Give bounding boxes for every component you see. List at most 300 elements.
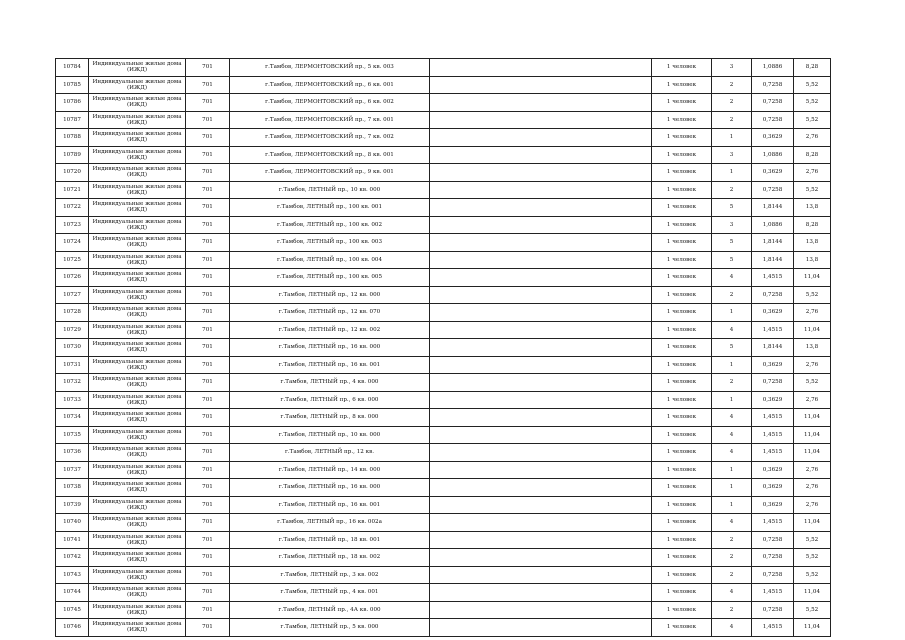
resident-count-cell: 2 [712,286,752,304]
row-number-cell: 10735 [56,426,89,444]
table-row [56,286,831,304]
unit-cell: 1 человек [652,479,712,497]
amount-cell: 5,52 [794,601,831,619]
norm-value-cell: 0,7258 [752,549,794,567]
code-cell: 701 [186,356,230,374]
resident-count-cell: 4 [712,269,752,287]
row-number-cell: 10731 [56,356,89,374]
housing-type-cell: Индивидуальные жилые дома (ИЖД) [89,374,186,392]
amount-cell: 2,76 [794,496,831,514]
unit-cell: 1 человек [652,531,712,549]
code-cell: 701 [186,584,230,602]
norm-value-cell: 0,3629 [752,479,794,497]
housing-type-cell: Индивидуальные жилые дома (ИЖД) [89,181,186,199]
amount-cell: 5,52 [794,286,831,304]
unit-cell: 1 человек [652,356,712,374]
unit-cell: 1 человек [652,304,712,322]
code-cell: 701 [186,111,230,129]
norm-value-cell: 1,4515 [752,409,794,427]
address-cell: г.Тамбов, ЛЕТНЫЙ пр., 6 кв. 000 [230,391,430,409]
norm-value-cell: 1,4515 [752,584,794,602]
row-number-cell: 10737 [56,461,89,479]
amount-cell: 13,8 [794,251,831,269]
unit-cell: 1 человек [652,146,712,164]
address-cell: г.Тамбов, ЛЕРМОНТОВСКИЙ пр., 9 кв. 001 [230,164,430,182]
resident-count-cell: 1 [712,129,752,147]
address-cell: г.Тамбов, ЛЕТНЫЙ пр., 16 кв. 000 [230,339,430,357]
norm-value-cell: 0,7258 [752,111,794,129]
row-number-cell: 10787 [56,111,89,129]
empty-cell [430,339,652,357]
housing-type-cell: Индивидуальные жилые дома (ИЖД) [89,286,186,304]
amount-cell: 13,8 [794,199,831,217]
norm-value-cell: 0,7258 [752,76,794,94]
empty-cell [430,426,652,444]
address-cell: г.Тамбов, ЛЕРМОНТОВСКИЙ пр., 6 кв. 001 [230,76,430,94]
address-cell: г.Тамбов, ЛЕТНЫЙ пр., 4 кв. 001 [230,584,430,602]
norm-value-cell: 1,8144 [752,251,794,269]
empty-cell [430,164,652,182]
code-cell: 701 [186,76,230,94]
address-cell: г.Тамбов, ЛЕТНЫЙ пр., 18 кв. 001 [230,531,430,549]
resident-count-cell: 1 [712,391,752,409]
row-number-cell: 10738 [56,479,89,497]
resident-count-cell: 1 [712,479,752,497]
norm-value-cell: 1,4515 [752,514,794,532]
norm-value-cell: 0,7258 [752,94,794,112]
amount-cell: 8,28 [794,216,831,234]
amount-cell: 11,04 [794,619,831,637]
empty-cell [430,566,652,584]
row-number-cell: 10721 [56,181,89,199]
empty-cell [430,479,652,497]
unit-cell: 1 человек [652,129,712,147]
empty-cell [430,321,652,339]
row-number-cell: 10720 [56,164,89,182]
table-row [56,216,831,234]
address-cell: г.Тамбов, ЛЕТНЫЙ пр., 100 кв. 003 [230,234,430,252]
table-row [56,94,831,112]
unit-cell: 1 человек [652,374,712,392]
resident-count-cell: 4 [712,409,752,427]
table-row [56,531,831,549]
housing-type-cell: Индивидуальные жилые дома (ИЖД) [89,269,186,287]
address-cell: г.Тамбов, ЛЕТНЫЙ пр., 3 кв. 002 [230,566,430,584]
code-cell: 701 [186,216,230,234]
empty-cell [430,251,652,269]
empty-cell [430,531,652,549]
code-cell: 701 [186,619,230,637]
amount-cell: 2,76 [794,164,831,182]
norm-value-cell: 1,8144 [752,339,794,357]
address-cell: г.Тамбов, ЛЕТНЫЙ пр., 5 кв. 000 [230,619,430,637]
address-cell: г.Тамбов, ЛЕТНЫЙ пр., 12 кв. 070 [230,304,430,322]
address-cell: г.Тамбов, ЛЕТНЫЙ пр., 16 кв. 001 [230,356,430,374]
table-row [56,181,831,199]
resident-count-cell: 5 [712,199,752,217]
table-row [56,59,831,77]
address-cell: г.Тамбов, ЛЕРМОНТОВСКИЙ пр., 7 кв. 002 [230,129,430,147]
amount-cell: 11,04 [794,409,831,427]
code-cell: 701 [186,94,230,112]
row-number-cell: 10733 [56,391,89,409]
norm-value-cell: 1,4515 [752,426,794,444]
code-cell: 701 [186,199,230,217]
amount-cell: 5,52 [794,111,831,129]
amount-cell: 2,76 [794,129,831,147]
table-row [56,164,831,182]
code-cell: 701 [186,129,230,147]
empty-cell [430,304,652,322]
code-cell: 701 [186,461,230,479]
housing-type-cell: Индивидуальные жилые дома (ИЖД) [89,601,186,619]
code-cell: 701 [186,146,230,164]
empty-cell [430,584,652,602]
resident-count-cell: 4 [712,619,752,637]
table-row [56,339,831,357]
table-row [56,356,831,374]
row-number-cell: 10786 [56,94,89,112]
table-row [56,269,831,287]
norm-value-cell: 0,3629 [752,304,794,322]
housing-type-cell: Индивидуальные жилые дома (ИЖД) [89,619,186,637]
table-row [56,374,831,392]
resident-count-cell: 4 [712,426,752,444]
resident-count-cell: 2 [712,374,752,392]
amount-cell: 11,04 [794,514,831,532]
empty-cell [430,461,652,479]
resident-count-cell: 2 [712,549,752,567]
table-row [56,146,831,164]
housing-type-cell: Индивидуальные жилые дома (ИЖД) [89,129,186,147]
amount-cell: 13,8 [794,339,831,357]
address-cell: г.Тамбов, ЛЕТНЫЙ пр., 18 кв. 002 [230,549,430,567]
housing-type-cell: Индивидуальные жилые дома (ИЖД) [89,531,186,549]
norm-value-cell: 1,4515 [752,269,794,287]
norm-value-cell: 1,0886 [752,146,794,164]
table-row [56,496,831,514]
amount-cell: 11,04 [794,321,831,339]
row-number-cell: 10722 [56,199,89,217]
table-row [56,391,831,409]
housing-type-cell: Индивидуальные жилые дома (ИЖД) [89,76,186,94]
unit-cell: 1 человек [652,181,712,199]
norm-value-cell: 0,3629 [752,356,794,374]
housing-type-cell: Индивидуальные жилые дома (ИЖД) [89,339,186,357]
table-row [56,321,831,339]
address-cell: г.Тамбов, ЛЕРМОНТОВСКИЙ пр., 5 кв. 003 [230,59,430,77]
address-cell: г.Тамбов, ЛЕТНЫЙ пр., 12 кв. 000 [230,286,430,304]
norm-value-cell: 0,7258 [752,566,794,584]
row-number-cell: 10788 [56,129,89,147]
resident-count-cell: 2 [712,111,752,129]
address-cell: г.Тамбов, ЛЕТНЫЙ пр., 16 кв. 000 [230,479,430,497]
empty-cell [430,374,652,392]
unit-cell: 1 человек [652,199,712,217]
unit-cell: 1 человек [652,339,712,357]
table-row [56,461,831,479]
row-number-cell: 10745 [56,601,89,619]
amount-cell: 2,76 [794,479,831,497]
address-cell: г.Тамбов, ЛЕТНЫЙ пр., 14 кв. 000 [230,461,430,479]
resident-count-cell: 1 [712,164,752,182]
resident-count-cell: 1 [712,496,752,514]
empty-cell [430,356,652,374]
code-cell: 701 [186,181,230,199]
housing-type-cell: Индивидуальные жилые дома (ИЖД) [89,549,186,567]
empty-cell [430,234,652,252]
code-cell: 701 [186,496,230,514]
amount-cell: 5,52 [794,94,831,112]
norm-value-cell: 0,3629 [752,129,794,147]
empty-cell [430,199,652,217]
unit-cell: 1 человек [652,164,712,182]
unit-cell: 1 человек [652,496,712,514]
unit-cell: 1 человек [652,409,712,427]
unit-cell: 1 человек [652,444,712,462]
housing-type-cell: Индивидуальные жилые дома (ИЖД) [89,566,186,584]
resident-count-cell: 2 [712,76,752,94]
row-number-cell: 10725 [56,251,89,269]
resident-count-cell: 2 [712,94,752,112]
address-cell: г.Тамбов, ЛЕТНЫЙ пр., 12 кв. [230,444,430,462]
norm-value-cell: 0,7258 [752,181,794,199]
resident-count-cell: 3 [712,216,752,234]
empty-cell [430,601,652,619]
resident-count-cell: 3 [712,59,752,77]
table-body [56,59,831,637]
housing-type-cell: Индивидуальные жилые дома (ИЖД) [89,304,186,322]
amount-cell: 5,52 [794,566,831,584]
address-cell: г.Тамбов, ЛЕТНЫЙ пр., 12 кв. 002 [230,321,430,339]
row-number-cell: 10789 [56,146,89,164]
empty-cell [430,94,652,112]
housing-type-cell: Индивидуальные жилые дома (ИЖД) [89,251,186,269]
resident-count-cell: 3 [712,146,752,164]
table-row [56,549,831,567]
norm-value-cell: 0,3629 [752,164,794,182]
table-row [56,304,831,322]
resident-count-cell: 2 [712,601,752,619]
empty-cell [430,269,652,287]
code-cell: 701 [186,339,230,357]
code-cell: 701 [186,269,230,287]
row-number-cell: 10741 [56,531,89,549]
table-row [56,584,831,602]
unit-cell: 1 человек [652,461,712,479]
row-number-cell: 10740 [56,514,89,532]
unit-cell: 1 человек [652,391,712,409]
housing-type-cell: Индивидуальные жилые дома (ИЖД) [89,426,186,444]
address-cell: г.Тамбов, ЛЕТНЫЙ пр., 4А кв. 000 [230,601,430,619]
norm-value-cell: 0,3629 [752,461,794,479]
code-cell: 701 [186,531,230,549]
housing-type-cell: Индивидуальные жилые дома (ИЖД) [89,59,186,77]
empty-cell [430,409,652,427]
empty-cell [430,619,652,637]
empty-cell [430,76,652,94]
table-row [56,444,831,462]
unit-cell: 1 человек [652,269,712,287]
code-cell: 701 [186,566,230,584]
norm-value-cell: 0,7258 [752,531,794,549]
address-cell: г.Тамбов, ЛЕТНЫЙ пр., 4 кв. 000 [230,374,430,392]
code-cell: 701 [186,514,230,532]
code-cell: 701 [186,479,230,497]
amount-cell: 11,04 [794,269,831,287]
table-row [56,234,831,252]
row-number-cell: 10727 [56,286,89,304]
norm-value-cell: 1,0886 [752,216,794,234]
code-cell: 701 [186,304,230,322]
address-cell: г.Тамбов, ЛЕТНЫЙ пр., 8 кв. 000 [230,409,430,427]
housing-type-cell: Индивидуальные жилые дома (ИЖД) [89,111,186,129]
amount-cell: 8,28 [794,59,831,77]
housing-type-cell: Индивидуальные жилые дома (ИЖД) [89,234,186,252]
unit-cell: 1 человек [652,321,712,339]
unit-cell: 1 человек [652,549,712,567]
resident-count-cell: 4 [712,444,752,462]
row-number-cell: 10724 [56,234,89,252]
table-row [56,409,831,427]
resident-count-cell: 1 [712,461,752,479]
amount-cell: 2,76 [794,304,831,322]
row-number-cell: 10743 [56,566,89,584]
address-cell: г.Тамбов, ЛЕРМОНТОВСКИЙ пр., 8 кв. 001 [230,146,430,164]
address-cell: г.Тамбов, ЛЕТНЫЙ пр., 100 кв. 001 [230,199,430,217]
code-cell: 701 [186,59,230,77]
row-number-cell: 10728 [56,304,89,322]
resident-count-cell: 4 [712,321,752,339]
address-cell: г.Тамбов, ЛЕТНЫЙ пр., 100 кв. 004 [230,251,430,269]
code-cell: 701 [186,426,230,444]
unit-cell: 1 человек [652,566,712,584]
housing-type-cell: Индивидуальные жилые дома (ИЖД) [89,461,186,479]
empty-cell [430,111,652,129]
amount-cell: 2,76 [794,461,831,479]
table-row [56,566,831,584]
housing-type-cell: Индивидуальные жилые дома (ИЖД) [89,444,186,462]
row-number-cell: 10730 [56,339,89,357]
housing-type-cell: Индивидуальные жилые дома (ИЖД) [89,94,186,112]
norm-value-cell: 1,4515 [752,321,794,339]
empty-cell [430,496,652,514]
housing-type-cell: Индивидуальные жилые дома (ИЖД) [89,391,186,409]
table-row [56,479,831,497]
unit-cell: 1 человек [652,94,712,112]
address-cell: г.Тамбов, ЛЕТНЫЙ пр., 10 кв. 000 [230,181,430,199]
empty-cell [430,514,652,532]
unit-cell: 1 человек [652,584,712,602]
code-cell: 701 [186,444,230,462]
unit-cell: 1 человек [652,111,712,129]
housing-type-cell: Индивидуальные жилые дома (ИЖД) [89,514,186,532]
housing-type-cell: Индивидуальные жилые дома (ИЖД) [89,584,186,602]
code-cell: 701 [186,549,230,567]
row-number-cell: 10732 [56,374,89,392]
amount-cell: 11,04 [794,444,831,462]
unit-cell: 1 человек [652,619,712,637]
norm-value-cell: 1,8144 [752,234,794,252]
empty-cell [430,391,652,409]
resident-count-cell: 1 [712,304,752,322]
unit-cell: 1 человек [652,514,712,532]
empty-cell [430,181,652,199]
resident-count-cell: 4 [712,514,752,532]
row-number-cell: 10742 [56,549,89,567]
unit-cell: 1 человек [652,59,712,77]
row-number-cell: 10739 [56,496,89,514]
housing-type-cell: Индивидуальные жилые дома (ИЖД) [89,321,186,339]
norm-value-cell: 0,3629 [752,391,794,409]
unit-cell: 1 человек [652,601,712,619]
code-cell: 701 [186,321,230,339]
amount-cell: 5,52 [794,549,831,567]
resident-count-cell: 5 [712,251,752,269]
unit-cell: 1 человек [652,251,712,269]
housing-data-table [55,58,831,637]
resident-count-cell: 2 [712,531,752,549]
norm-value-cell: 1,4515 [752,444,794,462]
row-number-cell: 10744 [56,584,89,602]
row-number-cell: 10723 [56,216,89,234]
empty-cell [430,444,652,462]
address-cell: г.Тамбов, ЛЕТНЫЙ пр., 16 кв. 002а [230,514,430,532]
housing-type-cell: Индивидуальные жилые дома (ИЖД) [89,199,186,217]
row-number-cell: 10784 [56,59,89,77]
row-number-cell: 10729 [56,321,89,339]
norm-value-cell: 0,7258 [752,601,794,619]
code-cell: 701 [186,286,230,304]
empty-cell [430,146,652,164]
code-cell: 701 [186,234,230,252]
norm-value-cell: 0,7258 [752,374,794,392]
code-cell: 701 [186,409,230,427]
table-row [56,129,831,147]
amount-cell: 5,52 [794,181,831,199]
empty-cell [430,129,652,147]
address-cell: г.Тамбов, ЛЕРМОНТОВСКИЙ пр., 6 кв. 002 [230,94,430,112]
row-number-cell: 10746 [56,619,89,637]
empty-cell [430,286,652,304]
norm-value-cell: 0,7258 [752,286,794,304]
address-cell: г.Тамбов, ЛЕТНЫЙ пр., 100 кв. 005 [230,269,430,287]
norm-value-cell: 1,4515 [752,619,794,637]
unit-cell: 1 человек [652,234,712,252]
empty-cell [430,549,652,567]
resident-count-cell: 2 [712,566,752,584]
norm-value-cell: 1,0886 [752,59,794,77]
resident-count-cell: 2 [712,181,752,199]
resident-count-cell: 4 [712,584,752,602]
code-cell: 701 [186,251,230,269]
row-number-cell: 10736 [56,444,89,462]
resident-count-cell: 5 [712,339,752,357]
unit-cell: 1 человек [652,76,712,94]
amount-cell: 8,28 [794,146,831,164]
row-number-cell: 10734 [56,409,89,427]
resident-count-cell: 1 [712,356,752,374]
amount-cell: 2,76 [794,356,831,374]
code-cell: 701 [186,374,230,392]
table-row [56,251,831,269]
code-cell: 701 [186,391,230,409]
amount-cell: 5,52 [794,531,831,549]
table-row [56,199,831,217]
table-row [56,76,831,94]
housing-type-cell: Индивидуальные жилые дома (ИЖД) [89,146,186,164]
address-cell: г.Тамбов, ЛЕТНЫЙ пр., 10 кв. 000 [230,426,430,444]
